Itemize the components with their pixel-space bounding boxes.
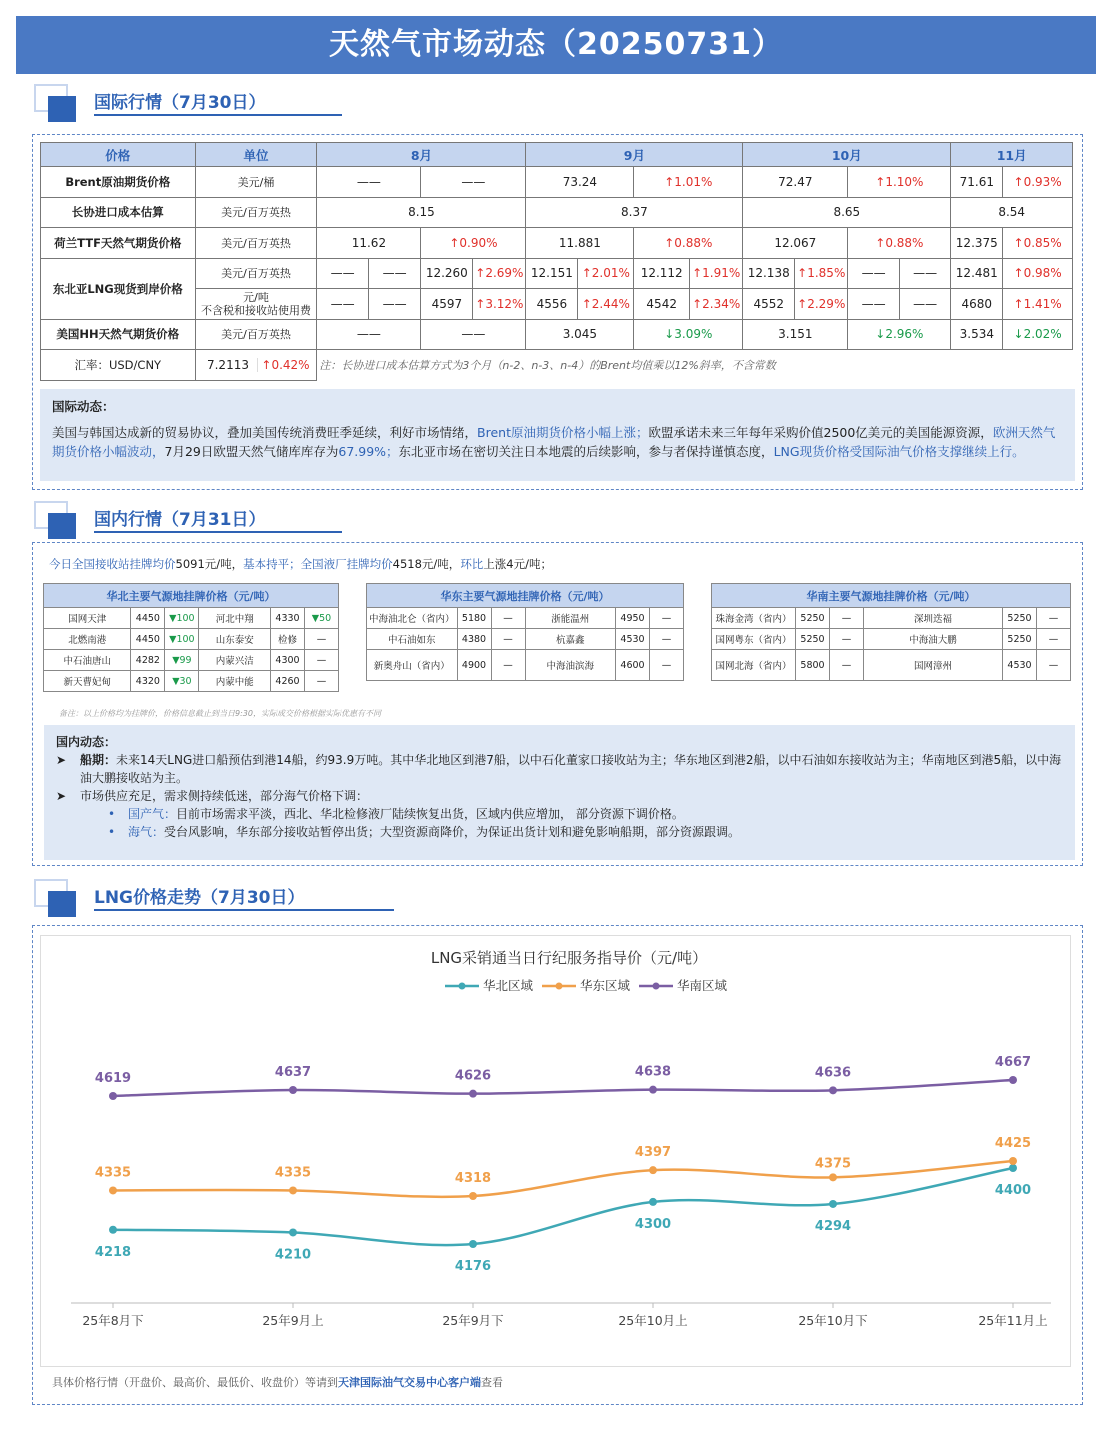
data-label: 4619	[94, 1071, 132, 1086]
section-deco-fill	[48, 513, 76, 539]
change-cell: ↑1.10%	[848, 167, 951, 198]
value-cell: 12.481	[951, 258, 1003, 289]
change-cell: ↑2.34%	[690, 289, 743, 320]
bullet-text: 市场供应充足，需求侧持续低迷，部分海气价格下调：	[80, 789, 369, 803]
table-note: 注：长协进口成本估算方式为3个月（n-2、n-3、n-4）的Brent均值乘以12%斜率，不含常数	[317, 350, 1073, 381]
value-cell: 4556	[526, 289, 578, 320]
summary-value: 上涨4元/吨；	[483, 557, 553, 571]
domestic-news-title: 国内动态：	[56, 735, 117, 749]
price-cell: 5250	[796, 608, 830, 629]
south-price-table	[711, 583, 1071, 681]
site-name: 深圳迭福	[864, 608, 1003, 629]
table-row	[41, 350, 1073, 381]
value-cell	[195, 350, 317, 381]
unit-cell: 美元/百万英热	[195, 197, 317, 228]
col-header: 9月	[526, 143, 743, 167]
col-header: 10月	[743, 143, 951, 167]
change-cell: —	[830, 650, 864, 681]
data-point[interactable]	[469, 1090, 477, 1098]
value-cell: 12.375	[951, 228, 1003, 259]
domestic-section-header	[34, 501, 344, 541]
section-underline	[94, 909, 394, 911]
data-point[interactable]	[649, 1198, 657, 1206]
section-underline	[94, 531, 342, 533]
row-label: 美国HH天然气期货价格	[41, 319, 196, 350]
value-cell: ——	[899, 289, 951, 320]
change-cell: ↑1.85%	[795, 258, 848, 289]
data-point[interactable]	[829, 1200, 837, 1208]
table-row	[44, 671, 339, 692]
table-header-row	[41, 143, 1073, 167]
series-line	[113, 1161, 1013, 1197]
unit-cell: 美元/百万英热	[195, 228, 317, 259]
chart-legend	[445, 978, 728, 993]
series-line	[113, 1168, 1013, 1245]
change-cell: —	[1037, 608, 1071, 629]
price-cell: 4450	[131, 608, 165, 629]
site-name: 河北中翔	[199, 608, 271, 629]
value-cell: 3.534	[951, 319, 1003, 350]
change-cell: —	[650, 629, 684, 650]
value-cell: 8.15	[317, 197, 526, 228]
data-label: 4636	[814, 1065, 852, 1081]
col-header: 8月	[317, 143, 526, 167]
summary-value: 4518元/吨，	[392, 557, 461, 571]
news-highlight: 67.99%；	[338, 444, 399, 459]
data-label: 4626	[454, 1068, 492, 1084]
price-cell: 5800	[796, 650, 830, 681]
change-cell: ↓2.96%	[848, 319, 951, 350]
value-cell: ——	[848, 289, 900, 320]
intl-news-text	[52, 423, 1063, 462]
news-text: 欧盟承诺未来三年每年采购价值2500亿美元的美国能源资源，	[648, 424, 993, 440]
dot-bullet-icon: •	[108, 825, 116, 839]
legend-label: 华北区域	[483, 978, 534, 993]
change-cell: ▼100	[165, 629, 199, 650]
price-cell: 4380	[457, 629, 491, 650]
value-cell: 12.151	[526, 258, 578, 289]
news-text: 东北亚市场在密切关注日本地震的后续影响，参与者保持谨慎态度，	[398, 444, 774, 459]
news-text: 美国与韩国达成新的贸易协议，叠加美国传统消费旺季延续，利好市场情绪，	[52, 424, 478, 440]
value-cell: 3.045	[526, 319, 634, 350]
row-label: 长协进口成本估算	[41, 197, 196, 228]
lng-section-header	[34, 879, 404, 919]
unit-cell	[195, 289, 317, 320]
table-row	[712, 608, 1071, 629]
value-cell: ——	[899, 258, 951, 289]
unit-cell: 美元/桶	[195, 167, 317, 198]
plot-area	[71, 1055, 1051, 1328]
change-cell: —	[491, 650, 525, 681]
price-cell: 4900	[457, 650, 491, 681]
value-cell: 3.151	[743, 319, 848, 350]
site-name: 中石油如东	[367, 629, 458, 650]
value-cell: 72.47	[743, 167, 848, 198]
value-cell: 12.067	[743, 228, 848, 259]
price-cell: 5250	[1003, 608, 1037, 629]
price-cell: 4330	[271, 608, 305, 629]
change-cell: ▼50	[305, 608, 339, 629]
change-cell: —	[305, 629, 339, 650]
table-title: 华东主要气源地挂牌价格（元/吨）	[367, 584, 684, 608]
change-cell: ↑0.88%	[634, 228, 743, 259]
price-cell: 4320	[131, 671, 165, 692]
row-label: 汇率：USD/CNY	[41, 350, 196, 381]
row-label: 东北亚LNG现货到岸价格	[41, 258, 196, 319]
data-point[interactable]	[829, 1173, 837, 1181]
intl-section-header	[34, 84, 344, 124]
value-cell: 12.260	[421, 258, 473, 289]
disclaimer: 备注：以上价格均为挂牌价，价格信息截止到当日9:30，实际成交价格根据实际优惠有不同	[59, 709, 381, 718]
footer-text: 查看	[481, 1376, 503, 1389]
value-cell: ——	[421, 319, 526, 350]
east-price-table	[366, 583, 684, 681]
list-item	[56, 787, 1063, 805]
data-point[interactable]	[829, 1086, 837, 1094]
value-cell: 4542	[634, 289, 690, 320]
data-label: 4638	[634, 1064, 672, 1080]
bullet-body: 未来14天LNG进口船预估到港14船，约93.9万吨。其中华北地区到港7船，以中石化董家口接收站为主；华东地区到港2船，以中石油如东接收站为主；华南地区到港5船，以中海油大鹏接收站为主。	[80, 753, 1062, 785]
data-point[interactable]	[289, 1228, 297, 1236]
data-label: 4210	[274, 1247, 312, 1263]
section-deco-fill	[48, 96, 76, 122]
x-tick-label: 25年9月下	[442, 1313, 504, 1328]
data-point[interactable]	[109, 1226, 117, 1234]
news-highlight: Brent原油期货价格小幅上涨；	[477, 424, 649, 440]
arrow-bullet-icon: ➤	[56, 753, 67, 767]
price-cell: 4530	[1003, 650, 1037, 681]
series-line	[113, 1080, 1013, 1096]
domestic-summary	[49, 556, 552, 572]
change-cell: ↑2.69%	[473, 258, 526, 289]
data-label: 4318	[454, 1171, 492, 1186]
site-name: 内蒙兴洁	[199, 650, 271, 671]
sub-head: 海气：	[128, 825, 165, 839]
table-row	[44, 608, 339, 629]
section-deco-fill	[48, 891, 76, 917]
legend-marker	[556, 983, 563, 990]
legend-label: 华东区域	[580, 978, 631, 993]
value-cell: ——	[317, 258, 369, 289]
change-cell: —	[1037, 650, 1071, 681]
data-label: 4375	[814, 1156, 852, 1172]
change-cell: ▼99	[165, 650, 199, 671]
domestic-section-title: 国内行情（7月31日）	[94, 510, 266, 530]
change-cell: ↑2.44%	[578, 289, 634, 320]
data-point[interactable]	[469, 1192, 477, 1200]
change-cell: —	[305, 671, 339, 692]
table-row	[44, 650, 339, 671]
table-row	[712, 629, 1071, 650]
change-cell: ↓2.02%	[1003, 319, 1073, 350]
site-name: 中海油滨海	[525, 650, 615, 681]
unit-cell: 美元/百万英热	[195, 258, 317, 289]
sub-body: 目前市场需求平淡，西北、华北检修液厂陆续恢复出货，区域内供应增加， 部分资源下调价格。	[176, 807, 684, 821]
data-point[interactable]	[289, 1086, 297, 1094]
price-cell: 4530	[616, 629, 650, 650]
footer-link[interactable]: 天津国际油气交易中心客户端	[338, 1376, 481, 1389]
intl-panel	[32, 134, 1083, 490]
data-label: 4637	[274, 1065, 312, 1080]
change-cell: ↑1.41%	[1003, 289, 1073, 320]
site-name: 新天曹妃甸	[44, 671, 131, 692]
sub-body: 受台风影响，华东部分接收站暂停出货；大型资源商降价，为保证出货计划和避免影响船期，部分资源跟调。	[164, 825, 741, 839]
legend-item[interactable]	[542, 978, 631, 993]
data-label: 4300	[634, 1216, 672, 1232]
change-cell: ↑3.12%	[473, 289, 526, 320]
site-name: 中石油唐山	[44, 650, 131, 671]
data-label: 4294	[814, 1218, 852, 1234]
row-label: 荷兰TTF天然气期货价格	[41, 228, 196, 259]
value-cell: ——	[368, 258, 420, 289]
fx-value: 7.2113	[206, 357, 249, 372]
data-label: 4397	[634, 1145, 672, 1161]
price-cell: 4260	[271, 671, 305, 692]
value-cell: 11.881	[526, 228, 634, 259]
news-text: 7月29日欧盟天然气储库库存为	[164, 444, 339, 459]
data-label: 4218	[94, 1244, 132, 1260]
change-cell: —	[491, 608, 525, 629]
change-cell: ↑2.01%	[578, 258, 634, 289]
col-header: 单位	[195, 143, 317, 167]
domestic-news-box	[44, 725, 1075, 860]
price-cell: 4282	[131, 650, 165, 671]
value-cell: ——	[317, 319, 421, 350]
legend-item[interactable]	[639, 978, 728, 993]
value-cell: 11.62	[317, 228, 421, 259]
change-cell: ▼30	[165, 671, 199, 692]
site-name: 中海油大鹏	[864, 629, 1003, 650]
data-label: 4667	[994, 1055, 1032, 1070]
price-cell: 4950	[616, 608, 650, 629]
change-cell: ↓3.09%	[634, 319, 743, 350]
sub-item	[56, 823, 1063, 841]
value-cell: 4680	[951, 289, 1003, 320]
change-cell: —	[830, 629, 864, 650]
change-cell: —	[1037, 629, 1071, 650]
bullet-head: 船期：	[80, 753, 117, 767]
table-title: 华南主要气源地挂牌价格（元/吨）	[712, 584, 1071, 608]
intl-news-box	[40, 389, 1075, 481]
x-tick-label: 25年9月上	[262, 1313, 324, 1328]
price-cell: 4300	[271, 650, 305, 671]
bullet-text	[80, 751, 1063, 787]
col-header: 价格	[41, 143, 196, 167]
footer-note	[52, 1374, 503, 1390]
site-name: 浙能温州	[525, 608, 615, 629]
summary-text: 今日全国接收站挂牌均价	[49, 557, 176, 571]
data-point[interactable]	[289, 1186, 297, 1194]
x-tick-label: 25年10月下	[798, 1313, 868, 1328]
data-label: 4335	[274, 1165, 312, 1181]
lng-section-title: LNG价格走势（7月30日）	[94, 888, 305, 908]
summary-value: 5091元/吨，	[175, 557, 244, 571]
data-label: 4425	[994, 1136, 1032, 1151]
value-cell: ——	[368, 289, 420, 320]
table-row	[367, 650, 684, 681]
value-cell: 8.54	[951, 197, 1073, 228]
value-cell: ——	[317, 289, 369, 320]
section-underline	[94, 114, 342, 116]
news-highlight: LNG现货价格受国际油气价格支撑继续上行。	[773, 444, 1025, 459]
table-row	[41, 167, 1073, 198]
change-cell: ↑0.98%	[1003, 258, 1073, 289]
data-point[interactable]	[649, 1166, 657, 1174]
data-label: 4400	[994, 1183, 1032, 1198]
value-cell: ——	[848, 258, 900, 289]
data-label: 4335	[94, 1165, 132, 1181]
change-cell: —	[830, 608, 864, 629]
table-title: 华北主要气源地挂牌价格（元/吨）	[44, 584, 339, 608]
legend-label: 华南区域	[677, 978, 728, 993]
table-row	[41, 197, 1073, 228]
page-title: 天然气市场动态（20250731）	[16, 16, 1096, 74]
arrow-bullet-icon: ➤	[56, 789, 67, 803]
data-point[interactable]	[109, 1186, 117, 1194]
dot-bullet-icon: •	[108, 807, 116, 821]
site-name: 山东泰安	[199, 629, 271, 650]
price-cell: 5250	[796, 629, 830, 650]
change-cell: ↑1.01%	[634, 167, 743, 198]
value-cell: 8.37	[526, 197, 743, 228]
list-item	[56, 751, 1063, 787]
data-point[interactable]	[1009, 1076, 1017, 1084]
intl-news-title: 国际动态：	[52, 399, 115, 414]
change-cell: ↑0.85%	[1003, 228, 1073, 259]
table-row	[367, 629, 684, 650]
change-cell: ↑0.88%	[848, 228, 951, 259]
change-cell: ↑0.90%	[421, 228, 526, 259]
site-name: 国网北海（省内）	[712, 650, 796, 681]
value-cell: ——	[421, 167, 526, 198]
site-name: 内蒙中能	[199, 671, 271, 692]
data-point[interactable]	[109, 1092, 117, 1100]
domestic-panel	[32, 542, 1083, 866]
price-cell: 检修	[271, 629, 305, 650]
change-cell: ↑1.91%	[690, 258, 743, 289]
site-name: 国网天津	[44, 608, 131, 629]
data-label: 4176	[454, 1259, 492, 1274]
site-name: 珠海金湾（省内）	[712, 608, 796, 629]
table-row	[41, 228, 1073, 259]
table-row	[712, 650, 1071, 681]
x-tick-label: 25年11月上	[978, 1313, 1048, 1328]
table-row	[41, 258, 1073, 289]
line-chart	[41, 936, 1072, 1368]
row-label: Brent原油期货价格	[41, 167, 196, 198]
change-cell: —	[650, 608, 684, 629]
news-highlight: 欧洲天然气期货价格小幅波动，	[52, 424, 1056, 459]
summary-text: 基本持平；全国液厂挂牌均价	[243, 557, 393, 571]
unit-line: 不含税和接收站使用费	[200, 303, 311, 317]
value-cell: 73.24	[526, 167, 634, 198]
data-point[interactable]	[1009, 1157, 1017, 1165]
x-tick-label: 25年8月下	[82, 1313, 144, 1328]
site-name: 国网粤东（省内）	[712, 629, 796, 650]
value-cell: 4552	[743, 289, 795, 320]
price-cell: 5180	[457, 608, 491, 629]
chart-title: LNG采销通当日行纪服务指导价（元/吨）	[430, 949, 708, 967]
fx-change: ↑0.42%	[257, 358, 313, 372]
sub-head: 国产气：	[128, 807, 177, 821]
change-cell: —	[491, 629, 525, 650]
table-row	[367, 608, 684, 629]
data-point[interactable]	[469, 1240, 477, 1248]
site-name: 中海油北仑（省内）	[367, 608, 458, 629]
value-cell: 8.65	[743, 197, 951, 228]
price-cell: 4600	[616, 650, 650, 681]
summary-text: 环比	[460, 557, 484, 571]
value-cell: 12.112	[634, 258, 690, 289]
site-name: 杭嘉鑫	[525, 629, 615, 650]
intl-section-title: 国际行情（7月30日）	[94, 93, 266, 113]
legend-item[interactable]	[445, 978, 534, 993]
change-cell: ↑0.93%	[1003, 167, 1073, 198]
table-row	[44, 629, 339, 650]
data-point[interactable]	[649, 1086, 657, 1094]
price-cell: 5250	[1003, 629, 1037, 650]
change-cell: ↑2.29%	[795, 289, 848, 320]
value-cell: ——	[317, 167, 421, 198]
legend-marker	[653, 983, 660, 990]
value-cell: 71.61	[951, 167, 1003, 198]
col-header: 11月	[951, 143, 1073, 167]
data-point[interactable]	[1009, 1164, 1017, 1172]
x-tick-label: 25年10月上	[618, 1313, 688, 1328]
site-name: 北燃南港	[44, 629, 131, 650]
value-cell: 12.138	[743, 258, 795, 289]
change-cell: —	[305, 650, 339, 671]
north-price-table	[43, 583, 339, 692]
table-row	[41, 289, 1073, 320]
price-cell: 4450	[131, 629, 165, 650]
legend-marker	[459, 983, 466, 990]
unit-line: 元/吨	[243, 290, 269, 304]
sub-item	[56, 805, 1063, 823]
lng-chart	[40, 935, 1071, 1367]
site-name: 国网漳州	[864, 650, 1003, 681]
table-row	[41, 319, 1073, 350]
intl-price-table	[40, 142, 1073, 381]
change-cell: —	[650, 650, 684, 681]
site-name: 新奥舟山（省内）	[367, 650, 458, 681]
value-cell: 4597	[421, 289, 473, 320]
change-cell: ▼100	[165, 608, 199, 629]
footer-text: 具体价格行情（开盘价、最高价、最低价、收盘价）等请到	[52, 1376, 338, 1389]
unit-cell: 美元/百万英热	[195, 319, 317, 350]
